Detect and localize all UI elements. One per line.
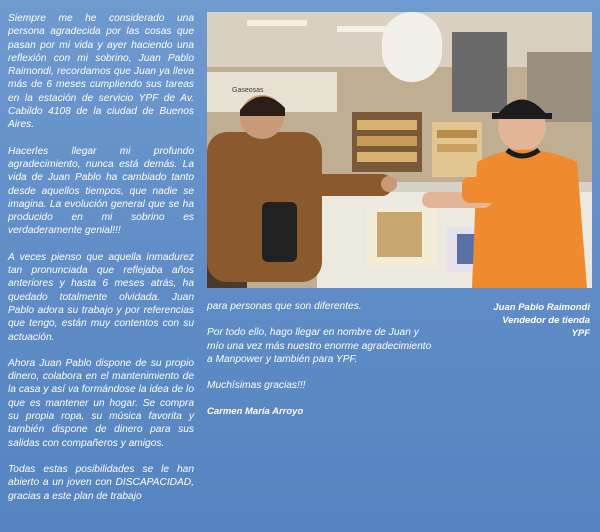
- svg-text:Gaseosas: Gaseosas: [232, 87, 264, 94]
- letter-paragraph: para personas que son diferentes.: [207, 301, 362, 312]
- caption-company: YPF: [571, 328, 590, 339]
- letter-paragraph: Hacerles llegar mi profundo agradecimiento, nunca está demás. La vida de Juan Pablo ha cambiado tanto desde aquellos tiempos, que nadie se imagina. La evolución general que se ha producido en mi sobrino es verdaderamente genial!!!: [8, 145, 194, 237]
- letter-left-column: [8, 12, 194, 516]
- signature: Carmen María Arroyo: [207, 406, 304, 418]
- letter-paragraph: Ahora Juan Pablo dispone de su propio dinero, colabora en el mantenimiento de la casa y así va formándose la idea de lo que es mantener un hogar. Se compra su propia ropa, su música favorita y también dispone de dinero para sus salidas con compañeros y amigos.: [8, 357, 194, 449]
- letter-right-column: [207, 300, 437, 419]
- caption-role: Vendedor de tienda: [502, 315, 590, 326]
- photo-caption: [410, 301, 590, 340]
- letter-paragraph: A veces pienso que aquella inmadurez tan pronunciada que reflejaba años anteriores y hasta 6 meses atrás, ha quedado totalmente olvidada. Juan Pablo adora su trabajo y por referencias que tengo, están muy contentos con su actuación.: [8, 251, 194, 343]
- letter-paragraph: Por todo ello, hago llegar en nombre de Juan y mío una vez más nuestro enorme agradecimiento a Manpower y también para YPF.: [207, 327, 432, 365]
- letter-paragraph: Muchísimas gracias!!!: [207, 380, 306, 392]
- letter-paragraph: Siempre me he considerado una persona agradecida por las cosas que pasan por mi vida y ayer haciendo una reflexión con mi sobrino, Juan Pablo Raimondi, recordamos que Juan ya lleva más de 6 meses cumpliendo sus tareas en la estación de servicio YPF de Av. Cabildo 4108 de la ciudad de Buenos Aires.: [8, 13, 194, 131]
- letter-paragraph: Todas estas posibilidades se le han abierto a un joven con DISCAPACIDAD, gracias a este plan de trabajo: [8, 463, 194, 502]
- caption-name: Juan Pablo Raimondi: [493, 302, 590, 313]
- store-counter-photo: [207, 12, 592, 288]
